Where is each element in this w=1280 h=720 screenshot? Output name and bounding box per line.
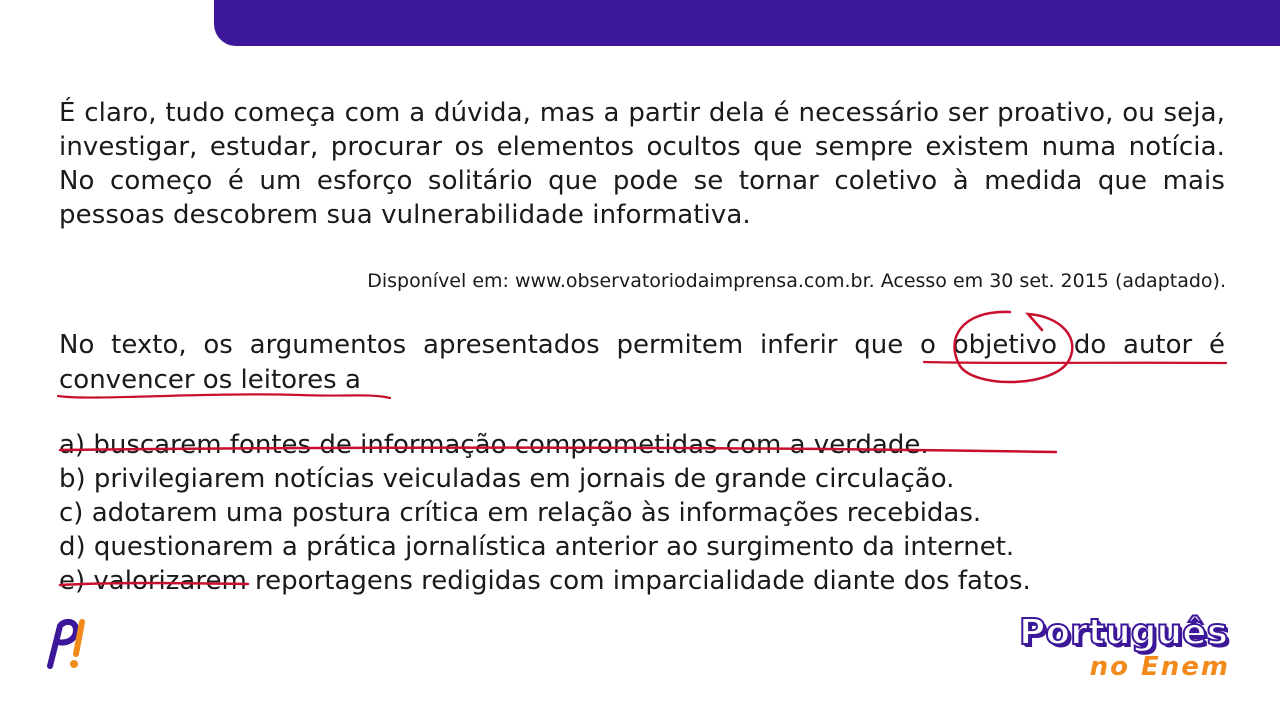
option-letter: d) xyxy=(59,532,94,562)
option-b[interactable] xyxy=(59,462,1031,496)
question-text xyxy=(59,328,1225,398)
option-a[interactable] xyxy=(59,428,1031,462)
option-text: privilegiarem notícias veiculadas em jornais de grande circulação. xyxy=(93,464,955,494)
option-c[interactable] xyxy=(59,496,1031,530)
option-text: valorizarem reportagens redigidas com imparcialidade diante dos fatos. xyxy=(93,566,1031,596)
option-text: adotarem uma postura crítica em relação às informações recebidas. xyxy=(91,498,982,528)
source-citation: Disponível em: www.observatoriodaimprensa.com.br. Acesso em 30 set. 2015 (adaptado). xyxy=(367,270,1226,292)
brand-logo xyxy=(990,612,1240,692)
option-letter: e) xyxy=(59,566,94,596)
option-e[interactable] xyxy=(59,564,1031,598)
brand-mark-icon xyxy=(42,616,92,672)
brand-title: Português xyxy=(1019,612,1228,653)
answer-options xyxy=(59,428,1031,598)
option-text: questionarem a prática jornalística anterior ao surgimento da internet. xyxy=(93,532,1015,562)
option-letter: b) xyxy=(59,464,94,494)
passage-text: É claro, tudo começa com a dúvida, mas a partir dela é necessário ser proativo, ou seja, investigar, estudar, procurar os elementos ocultos que sempre existem numa notícia. No começo é um esforço solitário que pode se tornar coletivo à medida que mais pessoas descobrem sua vulnerabilidade informativa. xyxy=(59,98,1225,230)
option-text: buscarem fontes de informação comprometidas com a verdade. xyxy=(93,430,929,460)
question-part-1: No texto, os argumentos apresentados permitem inferir que xyxy=(59,330,921,360)
brand-subtitle: no Enem xyxy=(1089,652,1230,682)
header-bar xyxy=(214,0,1280,46)
question-part-2: o objetivo do autor é convencer os leitores a xyxy=(59,330,1225,395)
option-letter: a) xyxy=(59,430,94,460)
option-letter: c) xyxy=(59,498,92,528)
option-d[interactable] xyxy=(59,530,1031,564)
